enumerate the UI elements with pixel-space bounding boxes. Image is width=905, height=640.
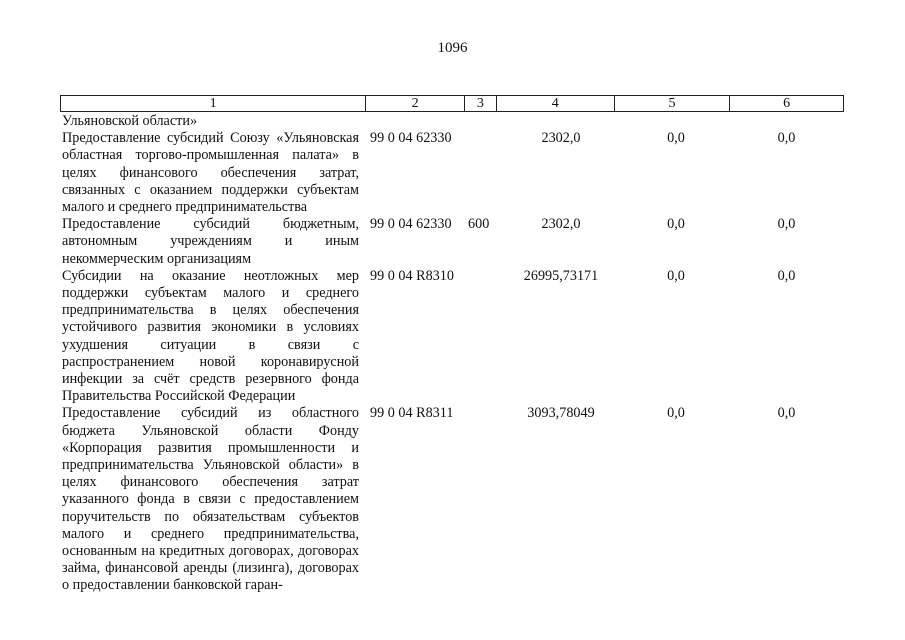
table-row [62,130,846,216]
row-description: Предоставление субсидий бюджетным, автономным учреждениям и иным некоммерческим организациям [62,216,359,267]
row-description: Субсидии на оказание неотложных мер поддержки субъектам малого и среднего предпринимательства в целях обеспечения устойчивого развития экономики в условиях ухудшения ситуации в связи с распространением новой коронавирусной инфекции за счёт средств резервного фонда Правительства Российской Федерации [62,267,359,405]
row-expense-type: 600 [468,216,490,233]
header-col-3: 3 [465,96,497,111]
table-row [62,405,846,594]
table-header [60,95,844,112]
row-description: Предоставление субсидий Союзу «Ульяновская областная торгово-промышленная палата» в целях финансового обеспечения затрат, связанных с оказанием поддержки субъектам малого и среднего предпринимательства [62,130,359,216]
header-col-5: 5 [615,96,731,111]
row-value-5: 0,0 [667,216,685,233]
row-value-5: 0,0 [667,405,685,422]
header-col-2: 2 [366,96,465,111]
row-value-5: 0,0 [667,267,685,284]
row-value-6: 0,0 [777,267,796,284]
header-col-4: 4 [497,96,615,111]
row-amount: 2302,0 [541,216,581,233]
row-code: 99 0 04 62330 [370,216,452,233]
header-col-1: 1 [61,96,366,111]
row-description: Ульяновской области» [62,113,198,129]
row-code: 99 0 04 R8311 [370,405,454,422]
row-description: Предоставление субсидий из областного бюджета Ульяновской области Фонду «Корпорация развития промышленности и предпринимательства Ульяновской области» в целях финансового обеспечения затрат указанного фонда в связи с предоставлением поручительств по обязательствам субъектов малого и среднего предпринимательства, основанным на кредитных договорах, договорах займа, финансовой аренды (лизинга), договорах о предоставлении банковской гаран- [62,405,359,594]
row-amount: 2302,0 [541,130,581,147]
table-row [62,113,846,130]
row-code: 99 0 04 R8310 [370,267,454,284]
page-number: 1096 [437,40,468,56]
row-value-5: 0,0 [667,130,685,147]
header-col-6: 6 [783,96,791,111]
row-value-6: 0,0 [777,405,796,422]
row-value-6: 0,0 [777,130,796,147]
table-row [62,216,846,268]
row-amount: 26995,73171 [523,267,599,284]
row-amount: 3093,78049 [527,405,595,422]
table-body [62,113,846,595]
row-code: 99 0 04 62330 [370,130,452,147]
row-value-6: 0,0 [777,216,796,233]
table-row [62,268,846,406]
